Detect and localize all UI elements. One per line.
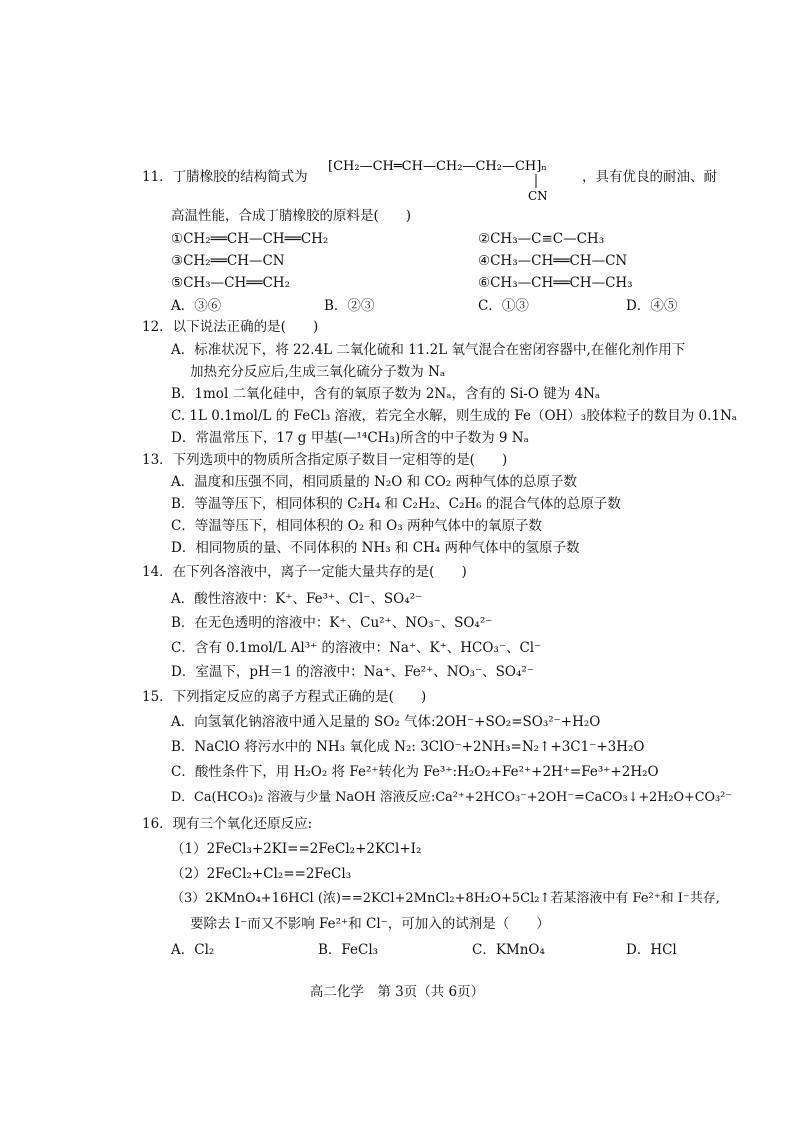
q15-stem: 15．下列指定反应的离子方程式正确的是( ) <box>142 689 427 705</box>
q15-option-c: C．酸性条件下，用 H₂O₂ 将 Fe²⁺转化为 Fe³⁺:H₂O₂+Fe²⁺+2H⁺=Fe³⁺+2H₂O <box>171 764 659 780</box>
q11-item-4: ④CH₃—CH══CH—CN <box>478 253 628 269</box>
q11-option-b: B．②③ <box>324 298 375 314</box>
q15-option-a: A．向氢氧化钠溶液中通入足量的 SO₂ 气体:2OH⁻+SO₂=SO₃²⁻+H₂O <box>171 714 601 730</box>
q12-stem: 12．以下说法正确的是( ) <box>142 319 319 335</box>
q16-option-a: A．Cl₂ <box>171 942 215 958</box>
q16-reaction-2: （2）2FeCl₂+Cl₂==2FeCl₃ <box>171 866 352 882</box>
q11-item-5: ⑤CH₃—CH══CH₂ <box>171 275 290 291</box>
q11-formula-main: [CH₂—CH═CH—CH₂—CH₂—CH]ₙ <box>328 159 547 174</box>
q12-option-d: D．常温常压下，17 g 甲基(—¹⁴CH₃)所含的中子数为 9 Nₐ <box>171 430 529 446</box>
q16-stem: 16．现有三个氧化还原反应: <box>142 816 313 832</box>
q16-option-c: C．KMnO₄ <box>472 942 545 958</box>
q14-option-b: B．在无色透明的溶液中：K⁺、Cu²⁺、NO₃⁻、SO₄²⁻ <box>171 615 493 631</box>
q16-reaction-1: （1）2FeCl₃+2KI==2FeCl₂+2KCl+I₂ <box>171 841 422 857</box>
q15-option-d: D．Ca(HCO₃)₂ 溶液与少量 NaOH 溶液反应:Ca²⁺+2HCO₃⁻+2OH⁻=CaCO₃↓+2H₂O+CO₃²⁻ <box>171 790 733 805</box>
q11-tail: ，具有优良的耐油、耐 <box>582 169 717 185</box>
q11-item-6: ⑥CH₃—CH══CH—CH₃ <box>478 275 633 291</box>
q14-option-c: C．含有 0.1mol/L Al³⁺ 的溶液中：Na⁺、K⁺、HCO₃⁻、Cl⁻ <box>171 640 542 656</box>
q11-option-a: A．③⑥ <box>171 298 222 314</box>
q11-option-d: D．④⑤ <box>626 298 678 314</box>
q11-item-1: ①CH₂══CH—CH══CH₂ <box>171 231 329 247</box>
q14-option-d: D．室温下，pH＝1 的溶液中：Na⁺、Fe²⁺、NO₃⁻、SO₄²⁻ <box>171 664 534 680</box>
q13-option-d: D．相同物质的量、不同体积的 NH₃ 和 CH₄ 两种气体中的氢原子数 <box>171 540 580 556</box>
q11-line2: 高温性能，合成丁腈橡胶的原料是( ) <box>171 208 412 224</box>
q12-option-b: B．1mol 二氧化硅中，含有的氧原子数为 2Nₐ，含有的 Si-O 键为 4Nₐ <box>171 386 601 402</box>
q11-option-c: C．①③ <box>478 298 529 314</box>
q14-option-a: A．酸性溶液中：K⁺、Fe³⁺、Cl⁻、SO₄²⁻ <box>171 591 423 607</box>
q15-option-b: B．NaClO 将污水中的 NH₃ 氧化成 N₂: 3ClO⁻+2NH₃=N₂↑+3C1⁻+3H₂O <box>171 739 645 755</box>
q14-stem: 14．在下列各溶液中，离子一定能大量共存的是( ) <box>142 564 467 580</box>
q11-formula-sub: CN <box>528 189 548 203</box>
q13-option-a: A．温度和压强不同，相同质量的 N₂O 和 CO₂ 两种气体的总原子数 <box>171 474 578 490</box>
q13-option-c: C．等温等压下，相同体积的 O₂ 和 O₃ 两种气体中的氧原子数 <box>171 518 542 534</box>
q13-stem: 13．下列选项中的物质所含指定原子数目一定相等的是( ) <box>142 452 508 468</box>
q12-option-a-line2: 加热充分反应后,生成三氧化硫分子数为 Nₐ <box>190 364 446 380</box>
q12-option-a-line1: A．标准状况下，将 22.4L 二氧化硫和 11.2L 氧气混合在密闭容器中,在催化剂作用下 <box>171 342 686 358</box>
q16-option-d: D．HCl <box>626 942 677 958</box>
q11-item-2: ②CH₃—C≡C—CH₃ <box>478 231 605 247</box>
q13-option-b: B．等温等压下，相同体积的 C₂H₄ 和 C₂H₂、C₂H₆ 的混合气体的总原子数 <box>171 496 621 512</box>
q16-reaction-3: （3）2KMnO₄+16HCl (浓)==2KCl+2MnCl₂+8H₂O+5Cl₂↑若某溶液中有 Fe²⁺和 I⁻共存, <box>171 891 720 906</box>
q16-option-b: B．FeCl₃ <box>318 942 379 958</box>
q16-reaction-3-cont: 要除去 I⁻而又不影响 Fe²⁺和 Cl⁻，可加入的试剂是（ ） <box>190 916 550 932</box>
page-footer: 高二化学 第 3页（共 6页） <box>309 984 485 1000</box>
q11-intro: 11．丁腈橡胶的结构简式为 <box>142 169 308 185</box>
q11-structural-formula <box>326 150 576 210</box>
q12-option-c: C. 1L 0.1mol/L 的 FeCl₃ 溶液，若完全水解，则生成的 Fe（OH）₃胶体粒子的数目为 0.1Nₐ <box>171 408 737 424</box>
q11-item-3: ③CH₂══CH—CN <box>171 253 285 269</box>
